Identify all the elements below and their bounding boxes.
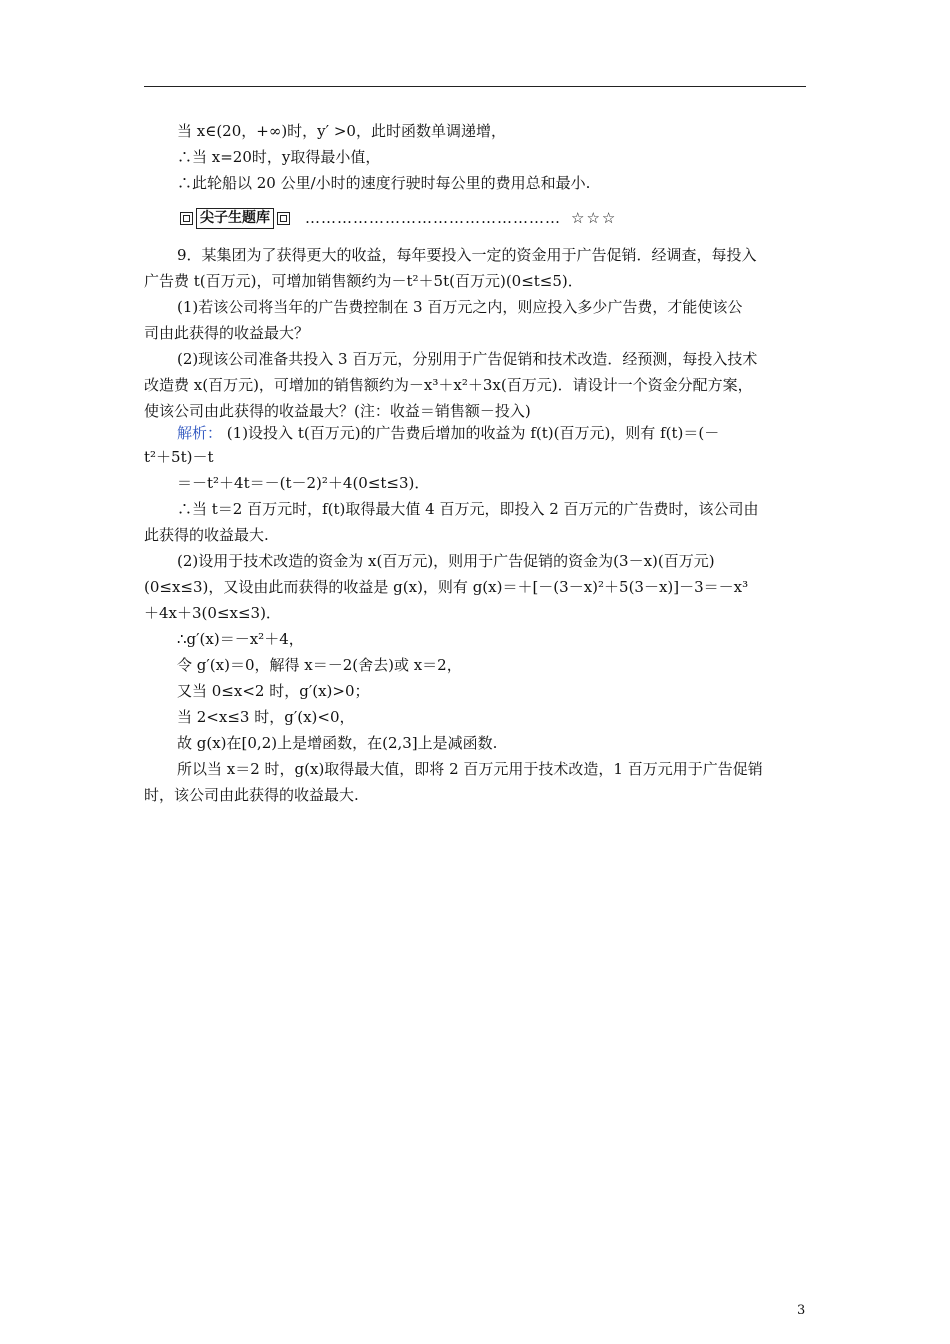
text-line: ∴此轮船以 20 公里/小时的速度行驶时每公里的费用总和最小. <box>177 174 591 192</box>
leader-dots: ………………………………………… <box>305 209 561 227</box>
solution-label: 解析： <box>177 424 223 442</box>
solution-line: 时，该公司由此获得的收益最大. <box>144 786 359 804</box>
problem-line: 9．某集团为了获得更大的收益，每年要投入一定的资金用于广告促销．经调查，每投入 <box>177 246 757 264</box>
problem-line: 使该公司由此获得的收益最大？(注：收益＝销售额－投入) <box>144 402 531 420</box>
solution-line: (2)设用于技术改造的资金为 x(百万元)，则用于广告促销的资金为(3－x)(百万元) <box>177 552 715 570</box>
solution-line: 当 2<x≤3 时，g′(x)<0， <box>177 708 355 726</box>
solution-line: ∴g′(x)＝－x²＋4， <box>177 630 304 648</box>
page-number: 3 <box>797 1303 806 1318</box>
section-title: 尖子生题库 <box>196 208 274 229</box>
text-line: 当 x∈(20，+∞)时，y′ >0，此时函数单调递增， <box>177 122 506 140</box>
square-icon <box>277 212 290 225</box>
solution-line <box>177 422 806 444</box>
solution-line: (0≤x≤3)，又设由此而获得的收益是 g(x)，则有 g(x)＝＋[－(3－x)²＋5(3－x)]－3＝－x³ <box>144 578 749 596</box>
problem-line: 司由此获得的收益最大？ <box>144 324 310 342</box>
difficulty-stars: ☆☆☆ <box>571 209 618 227</box>
solution-line: ＋4x＋3(0≤x≤3)． <box>144 604 281 622</box>
text-line: ∴当 x=20时，y取得最小值， <box>177 148 381 166</box>
problem-line: (1)若该公司将当年的广告费控制在 3 百万元之内，则应投入多少广告费，才能使该公 <box>177 298 743 316</box>
section-header <box>177 207 617 229</box>
solution-line: ∴当 t＝2 百万元时，f(t)取得最大值 4 百万元，即投入 2 百万元的广告费时，该公司由 <box>177 500 759 518</box>
header-rule <box>144 86 806 87</box>
solution-line: 所以当 x＝2 时，g(x)取得最大值，即将 2 百万元用于技术改造，1 百万元用于广告促销 <box>177 760 763 778</box>
problem-line: (2)现该公司准备共投入 3 百万元，分别用于广告促销和技术改造．经预测，每投入技术 <box>177 350 758 368</box>
solution-line: 又当 0≤x<2 时，g′(x)>0； <box>177 682 370 700</box>
solution-text: (1)设投入 t(百万元)的广告费后增加的收益为 f(t)(百万元)，则有 f(t)＝(－ <box>226 424 720 442</box>
solution-line: 故 g(x)在[0,2)上是增函数，在(2,3]上是减函数. <box>177 734 498 752</box>
solution-line: ＝－t²＋4t＝－(t－2)²＋4(0≤t≤3)． <box>177 474 430 492</box>
solution-line: 此获得的收益最大. <box>144 526 269 544</box>
problem-line: 改造费 x(百万元)，可增加的销售额约为－x³＋x²＋3x(百万元)．请设计一个资金分配方案， <box>144 376 753 394</box>
square-icon <box>180 212 193 225</box>
solution-line: 令 g′(x)＝0，解得 x＝－2(舍去)或 x＝2， <box>177 656 462 674</box>
problem-line: 广告费 t(百万元)，可增加销售额约为－t²＋5t(百万元)(0≤t≤5)． <box>144 272 583 290</box>
solution-line: t²＋5t)－t <box>144 448 214 466</box>
